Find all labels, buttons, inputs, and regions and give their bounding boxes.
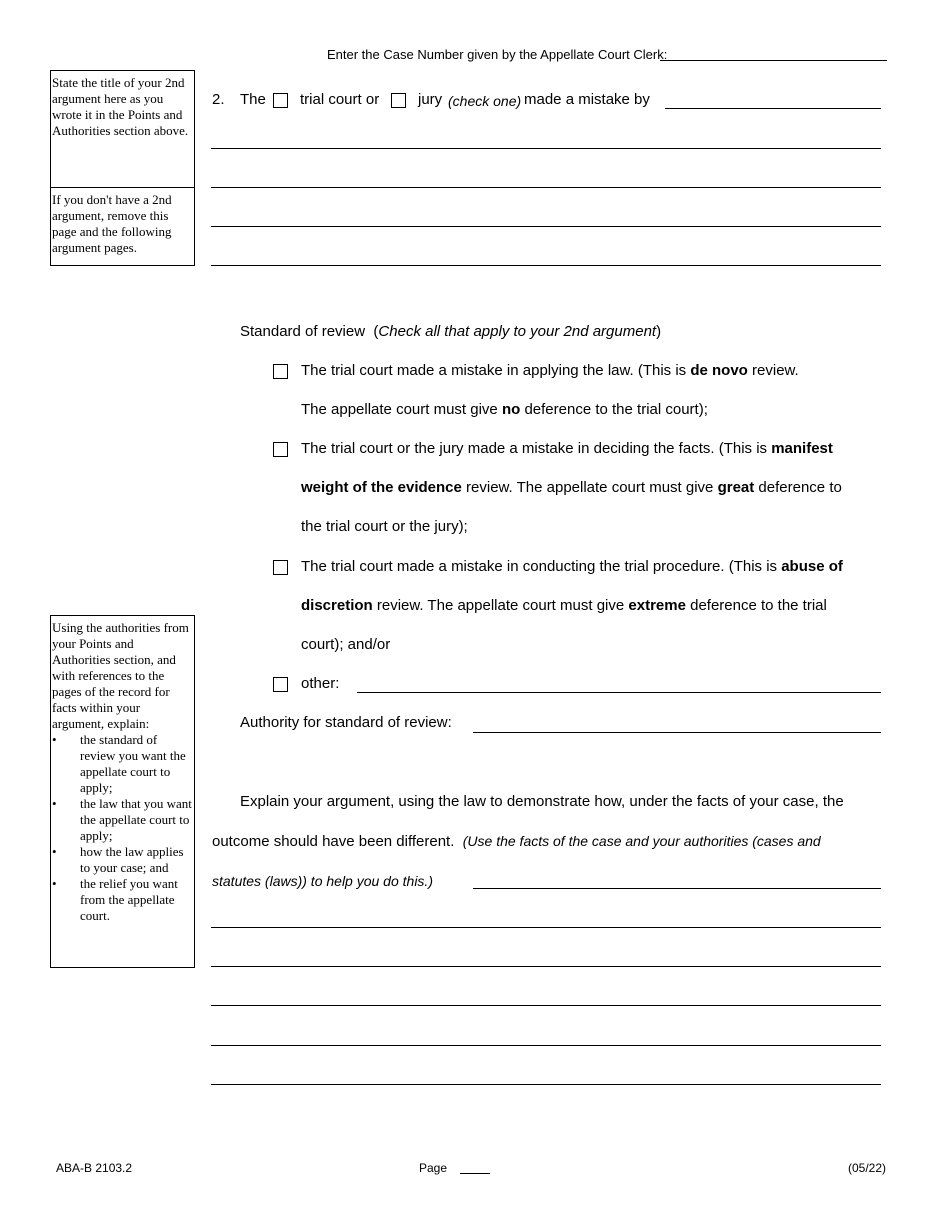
page-label: Page <box>419 1161 448 1175</box>
argument-title-line[interactable] <box>211 265 881 266</box>
explain-field[interactable] <box>473 888 881 889</box>
standard-of-review-heading <box>240 323 661 341</box>
sidebar-note-explain <box>50 615 195 968</box>
argument-title-line[interactable] <box>211 148 881 149</box>
mistake-description-field[interactable] <box>665 108 881 109</box>
sidebar-note-title-text: State the title of your 2nd argument here as you wrote it in the Points and Authorities section above. <box>52 75 189 138</box>
abuse-of-discretion-line-3: court); and/or <box>301 636 391 653</box>
other-label: other: <box>301 675 340 692</box>
list-item: • the law that you want the appellate court to apply; <box>52 796 192 844</box>
sidebar-note-title <box>50 70 195 188</box>
de-novo-line-2: The appellate court must give no deference to the trial court); <box>301 401 708 418</box>
abuse-of-discretion-line-1: The trial court made a mistake in conducting the trial procedure. (This is abuse of <box>301 558 843 575</box>
manifest-weight-checkbox[interactable] <box>273 442 288 457</box>
page-number-field[interactable] <box>460 1173 490 1174</box>
sidebar-note-remove <box>50 187 195 266</box>
other-checkbox[interactable] <box>273 677 288 692</box>
abuse-of-discretion-checkbox[interactable] <box>273 560 288 575</box>
form-date: (05/22) <box>848 1161 887 1175</box>
jury-label: jury <box>418 91 443 108</box>
de-novo-checkbox[interactable] <box>273 364 288 379</box>
explain-line[interactable] <box>211 966 881 967</box>
standard-heading-paren: ( <box>373 323 379 340</box>
manifest-weight-line-3: the trial court or the jury); <box>301 518 468 535</box>
standard-heading-text: Standard of review <box>240 323 366 340</box>
explain-line-2: outcome should have been different. (Use the facts of the case and your authorities (cases and <box>212 833 821 850</box>
mistake-by-label: made a mistake by <box>524 91 650 108</box>
sidebar-note-explain-intro: Using the authorities from your Points and Authorities section, and with references to the pages of the record for facts within your argument, explain: <box>52 620 189 731</box>
case-number-field[interactable] <box>660 60 887 61</box>
argument-title-line[interactable] <box>211 187 881 188</box>
list-item: • how the law applies to your case; and <box>52 844 192 876</box>
manifest-weight-line-1: The trial court or the jury made a mistake in deciding the facts. (This is manifest <box>301 440 833 457</box>
argument-number: 2. <box>212 91 225 108</box>
explain-line[interactable] <box>211 927 881 928</box>
sidebar-note-explain-list <box>52 732 192 924</box>
trial-court-label: trial court or <box>300 91 380 108</box>
case-number-label: Enter the Case Number given by the Appellate Court Clerk: <box>327 47 668 62</box>
explain-line[interactable] <box>211 1045 881 1046</box>
abuse-of-discretion-line-2: discretion review. The appellate court must give extreme deference to the trial <box>301 597 827 614</box>
trial-court-checkbox[interactable] <box>273 93 288 108</box>
sidebar-note-remove-text: If you don't have a 2nd argument, remove this page and the following argument pages. <box>52 192 172 255</box>
standard-heading-paren: ) <box>656 323 662 340</box>
argument-title-line[interactable] <box>211 226 881 227</box>
standard-heading-note: Check all that apply to your 2nd argument <box>378 323 657 340</box>
list-item: • the standard of review you want the appellate court to apply; <box>52 732 192 796</box>
explain-line[interactable] <box>211 1084 881 1085</box>
form-id: ABA-B 2103.2 <box>56 1161 133 1175</box>
manifest-weight-line-2: weight of the evidence review. The appellate court must give great deference to <box>301 479 842 496</box>
check-one-note: (check one) <box>448 93 522 109</box>
de-novo-line-1: The trial court made a mistake in applying the law. (This is de novo review. <box>301 362 799 379</box>
authority-label: Authority for standard of review: <box>240 714 452 731</box>
explain-line-3: statutes (laws)) to help you do this.) <box>212 873 433 889</box>
jury-checkbox[interactable] <box>391 93 406 108</box>
argument-the-label: The <box>240 91 266 108</box>
authority-field[interactable] <box>473 732 881 733</box>
explain-line[interactable] <box>211 1005 881 1006</box>
list-item: • the relief you want from the appellate court. <box>52 876 192 924</box>
explain-line-1: Explain your argument, using the law to demonstrate how, under the facts of your case, the <box>240 793 844 810</box>
other-field[interactable] <box>357 692 881 693</box>
